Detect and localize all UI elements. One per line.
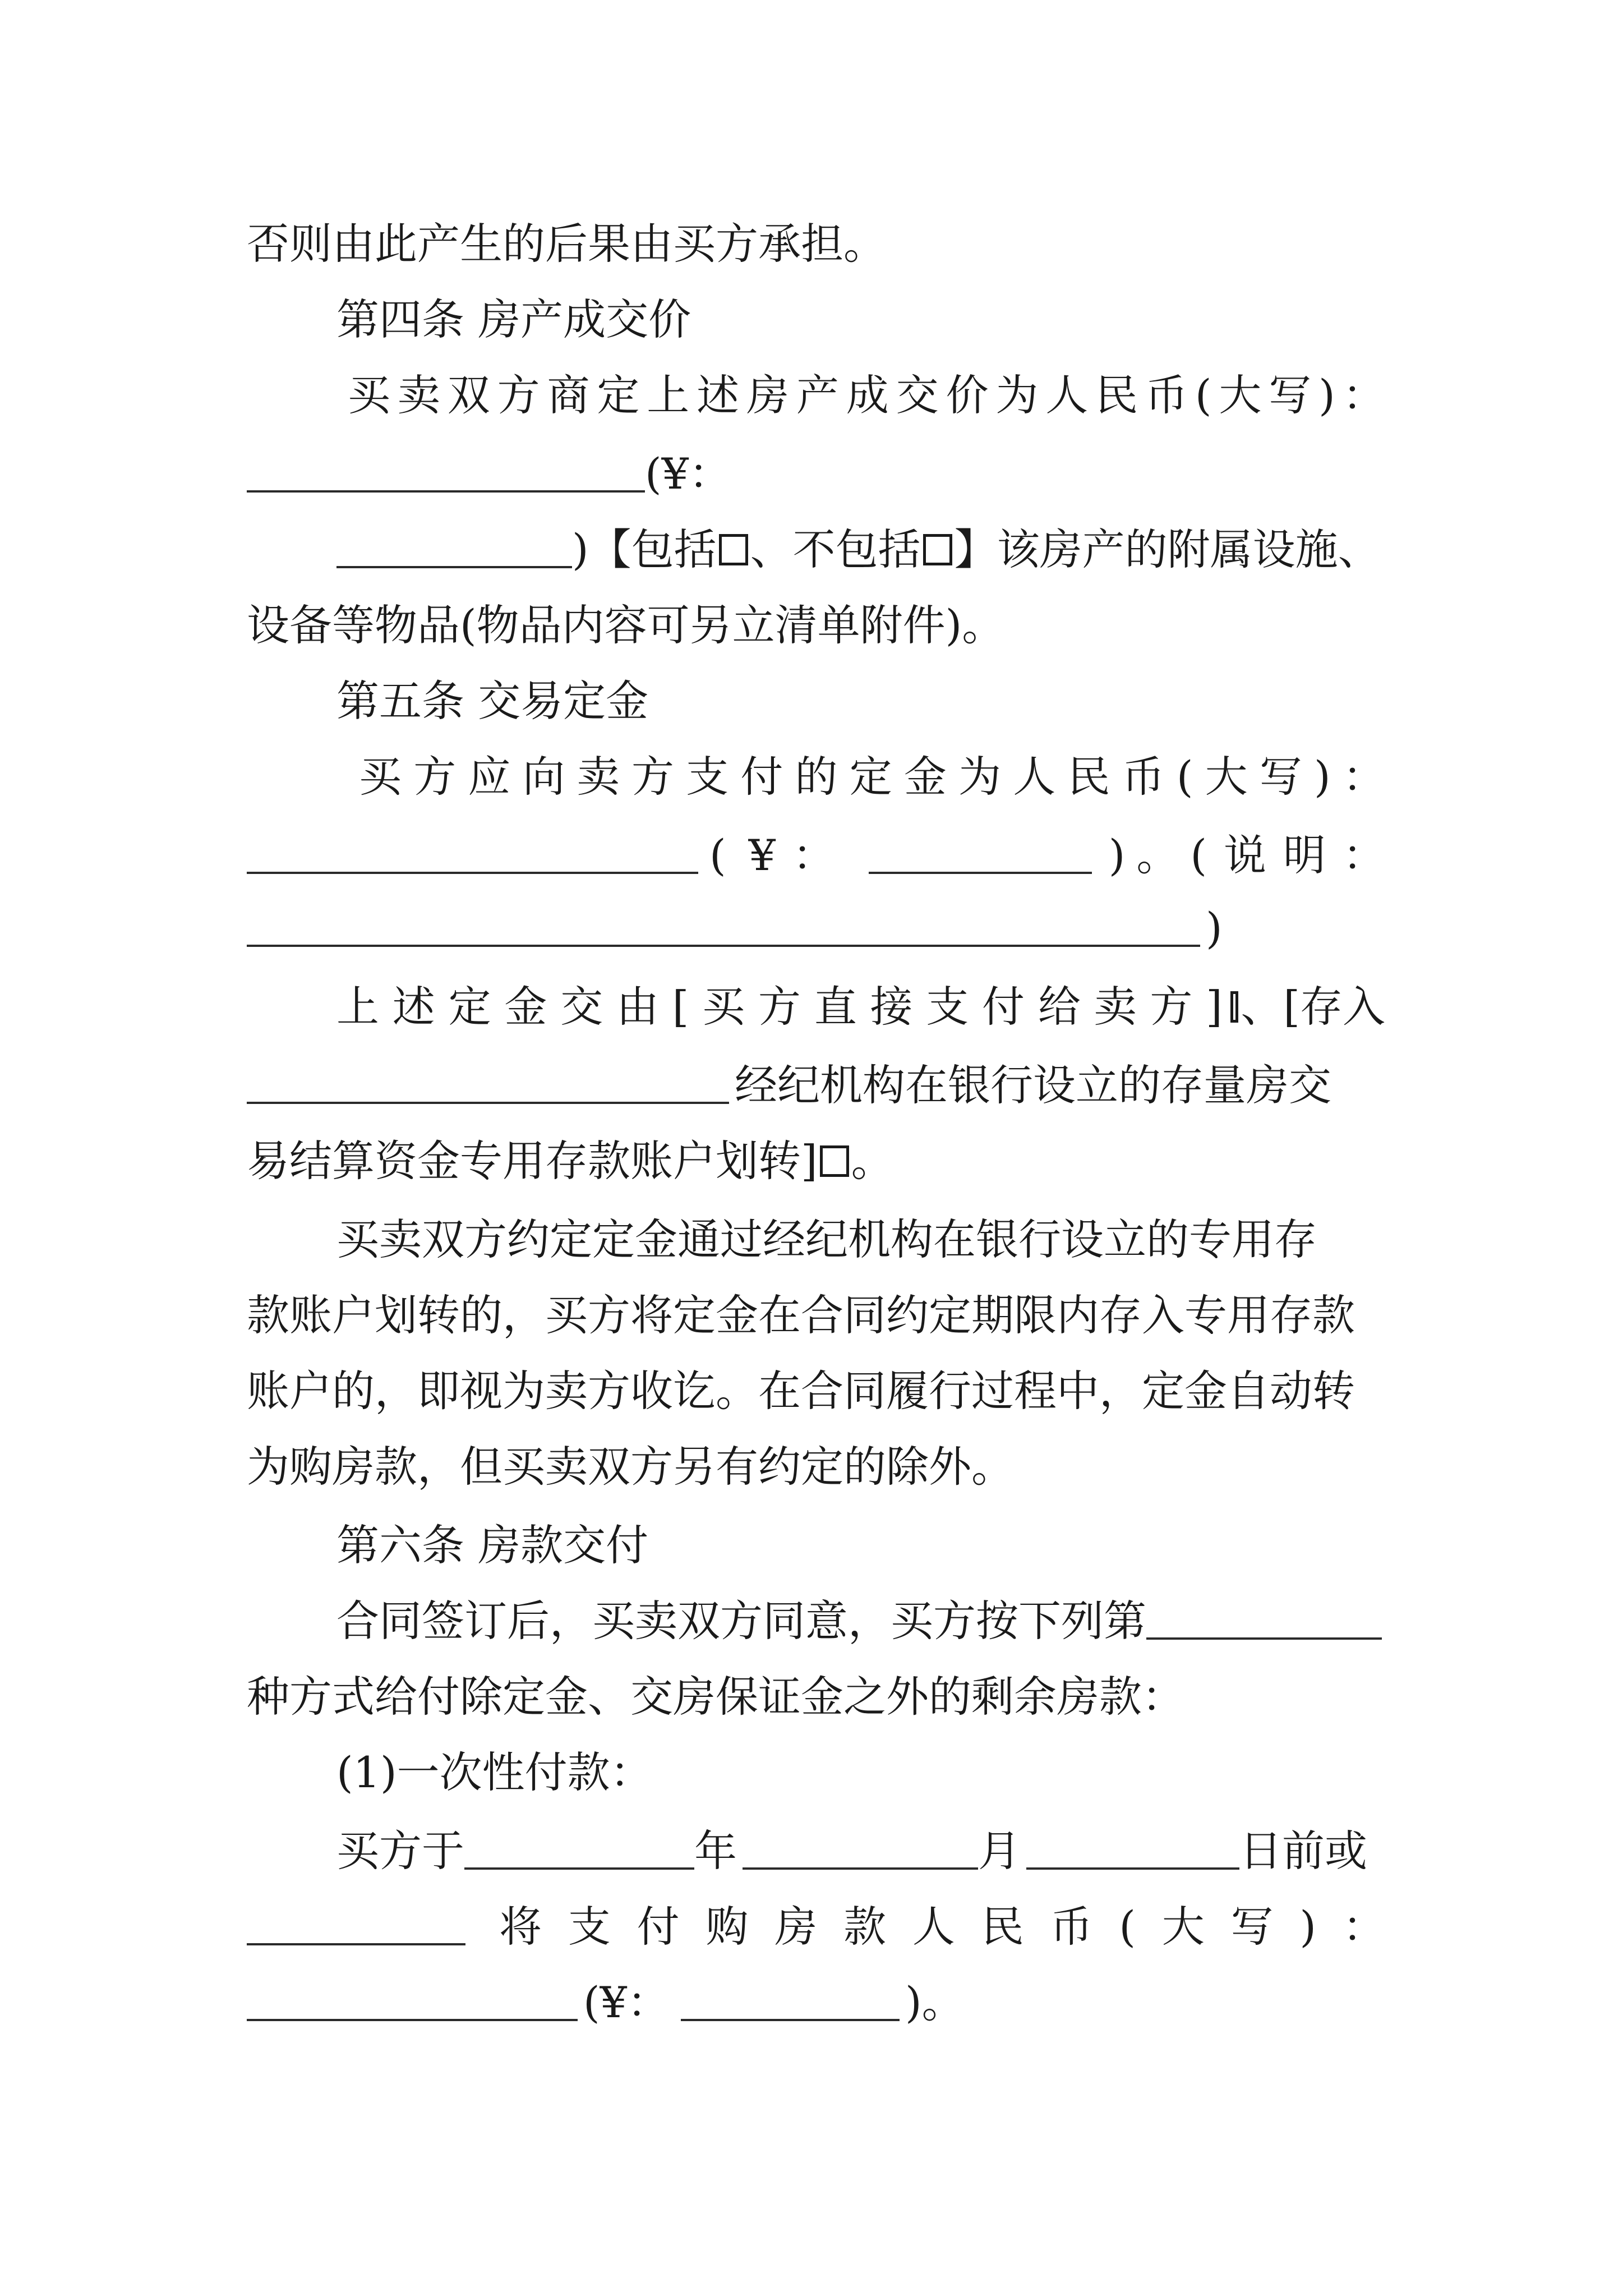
payment-date-line: 买方于 年 月 日前或	[336, 1826, 1367, 1876]
deposit-yuan-blank[interactable]	[869, 872, 1092, 874]
checkbox-include[interactable]	[719, 534, 748, 565]
escrow-line-2: 易结算资金专用存款账户划转] 。	[247, 1136, 894, 1186]
payment-yuan-line: (¥： )。	[247, 1972, 1385, 2033]
month-blank[interactable]	[743, 1867, 978, 1870]
escrow-line: 经纪机构在银行设立的存量房交	[247, 1055, 1385, 1116]
price-yuan-blank[interactable]	[336, 566, 572, 568]
article-4-heading	[336, 289, 1385, 351]
payment-amount-line	[247, 1896, 1385, 1958]
checkbox-escrow-transfer[interactable]	[820, 1145, 849, 1177]
price-amount-line: (¥：	[247, 443, 1385, 505]
day-blank[interactable]	[1026, 1867, 1239, 1870]
deposit-uppercase-blank[interactable]	[247, 872, 698, 874]
year-blank[interactable]	[464, 1867, 694, 1870]
article-6-heading: 第六条 房款交付	[336, 1520, 649, 1570]
deposit-method-line-tail: 、[存入	[1228, 976, 1385, 1038]
paragraph-line: 种方式给付除定金、交房保证金之外的剩余房款：	[247, 1672, 1184, 1722]
deposit-note-blank[interactable]	[247, 945, 1200, 947]
price-uppercase-blank[interactable]	[247, 490, 645, 493]
deposit-line: 买 方 应 向 卖 方 支 付 的 定 金 为 人 民 币 ( 大 写 ) ：	[359, 752, 1385, 802]
checkbox-exclude[interactable]	[923, 534, 952, 565]
payment-yuan-blank[interactable]	[681, 2019, 900, 2021]
heading-text: 第四条 房产成交价	[336, 295, 691, 344]
included-items-line: )【包括 、不包括 】该房产的附属设施、	[336, 519, 1385, 581]
text-line: 否则由此产生的后果由买方承担。	[247, 219, 886, 269]
paragraph-line: 设备等物品(物品内容可另立清单附件)。	[247, 600, 1005, 650]
paragraph-line	[247, 213, 1385, 275]
payment-uppercase-blank[interactable]	[247, 2019, 578, 2021]
paragraph-line: 账户的，即视为卖方收讫。在合同履行过程中，定金自动转	[247, 1366, 1355, 1416]
escrow-agency-blank[interactable]	[247, 1102, 729, 1104]
checkbox-direct-pay[interactable]	[1230, 991, 1238, 1023]
payment-condition-blank[interactable]	[247, 1943, 465, 1945]
deposit-method-line: 上 述 定 金 交 由 [ 买 方 直 接 支 付 给 卖 方 ]	[336, 982, 1223, 1032]
payment-method-number-blank[interactable]	[1146, 1637, 1382, 1640]
payment-method-line: 合同签订后，买卖双方同意，买方按下列第	[336, 1590, 1385, 1652]
deposit-amount-line: ( ¥ ： ) 。 ( 说 明 ：	[247, 825, 1385, 886]
paragraph-line: 款账户划转的，买方将定金在合同约定期限内存入专用存款	[247, 1290, 1355, 1340]
price-line: 买 卖 双 方 商 定 上 述 房 产 成 交 价 为 人 民 币 ( 大 写 ) ：	[348, 370, 1385, 420]
lump-sum-heading: (1)一次性付款：	[336, 1747, 653, 1797]
paragraph-line: 为购房款，但买卖双方另有约定的除外。	[247, 1442, 1014, 1492]
deposit-note-line: )	[247, 898, 1385, 959]
payment-text: 将 支 付 购 房 款 人 民 币 ( 大 写 ) ：	[499, 1902, 1385, 1952]
article-5-heading: 第五条 交易定金	[336, 676, 649, 726]
paragraph-line: 买卖双方约定定金通过经纪机构在银行设立的专用存	[336, 1214, 1317, 1264]
